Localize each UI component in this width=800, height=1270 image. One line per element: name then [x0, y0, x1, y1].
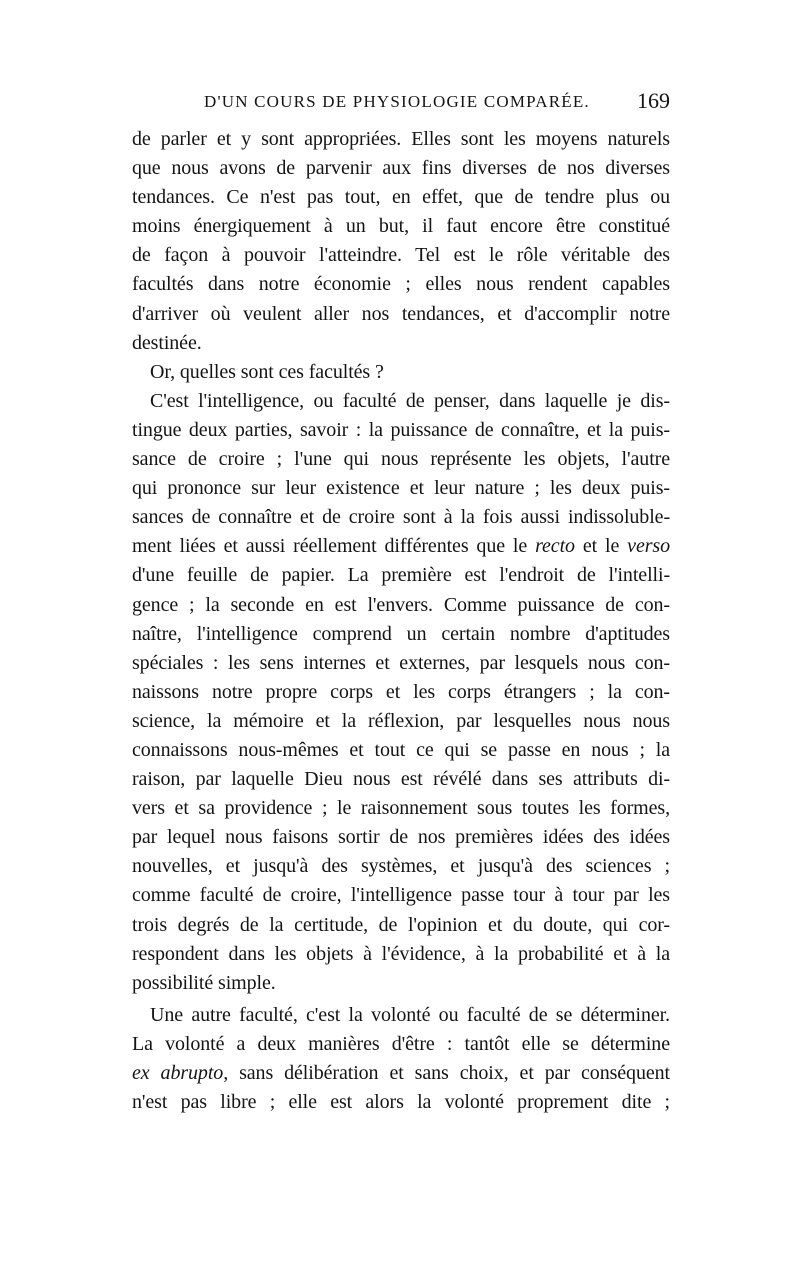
text-line: vers et sa providence ; le raisonnement sous toutes les formes,	[132, 797, 670, 820]
text-line: raison, par laquelle Dieu nous est révélé dans ses attributs di-	[132, 768, 670, 791]
body-text	[132, 125, 670, 1117]
text-line: qui prononce sur leur existence et leur nature ; les deux puis-	[132, 477, 670, 500]
text-line: sance de croire ; l'une qui nous représente les objets, l'autre	[132, 448, 670, 471]
text-segment: et le	[574, 535, 628, 558]
italic-word: verso	[627, 535, 670, 558]
text-line: d'arriver où veulent aller nos tendances, et d'accomplir notre	[132, 302, 670, 325]
text-line: trois degrés de la certitude, de l'opinion et du doute, qui cor-	[132, 913, 670, 936]
text-line: tingue deux parties, savoir : la puissance de connaître, et la puis-	[132, 418, 670, 441]
running-header	[132, 88, 670, 122]
page-number: 169	[637, 88, 670, 113]
text-line: science, la mémoire et la réflexion, par lesquelles nous nous	[132, 709, 670, 732]
text-line: Or, quelles sont ces facultés ?	[150, 360, 384, 383]
text-line: tendances. Ce n'est pas tout, en effet, que de tendre plus ou	[132, 186, 670, 209]
text-line: C'est l'intelligence, ou faculté de penser, dans laquelle je dis-	[150, 389, 670, 412]
text-line: possibilité simple.	[132, 971, 276, 994]
text-segment: sans délibération et sans choix, et par conséquent	[239, 1062, 670, 1084]
text-line: Une autre faculté, c'est la volonté ou faculté de se déterminer.	[150, 1003, 670, 1026]
italic-phrase: ex abrupto,	[132, 1062, 229, 1084]
text-line: de parler et y sont appropriées. Elles sont les moyens naturels	[132, 128, 670, 150]
text-line: spéciales : les sens internes et externes, par lesquels nous con-	[132, 651, 670, 674]
text-line-with-italics	[132, 1059, 670, 1088]
text-line: d'une feuille de papier. La première est l'endroit de l'intelli-	[132, 564, 670, 587]
text-line: facultés dans notre économie ; elles nous rendent capables	[132, 273, 670, 296]
text-line: respondent dans les objets à l'évidence, à la probabilité et à la	[132, 942, 670, 965]
italic-word: recto	[535, 535, 575, 558]
text-line: sances de connaître et de croire sont à la fois aussi indissoluble-	[132, 506, 670, 529]
text-line: nouvelles, et jusqu'à des systèmes, et jusqu'à des sciences ;	[132, 855, 670, 878]
text-line: destinée.	[132, 331, 202, 354]
text-line: par lequel nous faisons sortir de nos premières idées des idées	[132, 826, 670, 849]
text-line: connaissons nous-mêmes et tout ce qui se passe en nous ; la	[132, 738, 670, 761]
text-line: comme faculté de croire, l'intelligence passe tour à tour par les	[132, 884, 670, 907]
text-line: naissons notre propre corps et les corps étrangers ; la con-	[132, 680, 670, 703]
text-line: moins énergiquement à un but, il faut encore être constitué	[132, 215, 670, 238]
running-title: D'UN COURS DE PHYSIOLOGIE COMPARÉE.	[204, 92, 590, 111]
text-line: que nous avons de parvenir aux fins diverses de nos diverses	[132, 157, 670, 180]
text-line: La volonté a deux manières d'être : tantôt elle se détermine	[132, 1032, 670, 1055]
text-line: n'est pas libre ; elle est alors la volonté proprement dite ;	[132, 1091, 670, 1114]
text-line: de façon à pouvoir l'atteindre. Tel est le rôle véritable des	[132, 244, 670, 267]
text-line: gence ; la seconde en est l'envers. Comme puissance de con-	[132, 593, 670, 616]
text-segment: ment liées et aussi réellement différentes que le	[132, 535, 528, 558]
text-line-with-italics	[132, 532, 670, 561]
text-line: naître, l'intelligence comprend un certain nombre d'aptitudes	[132, 622, 670, 645]
